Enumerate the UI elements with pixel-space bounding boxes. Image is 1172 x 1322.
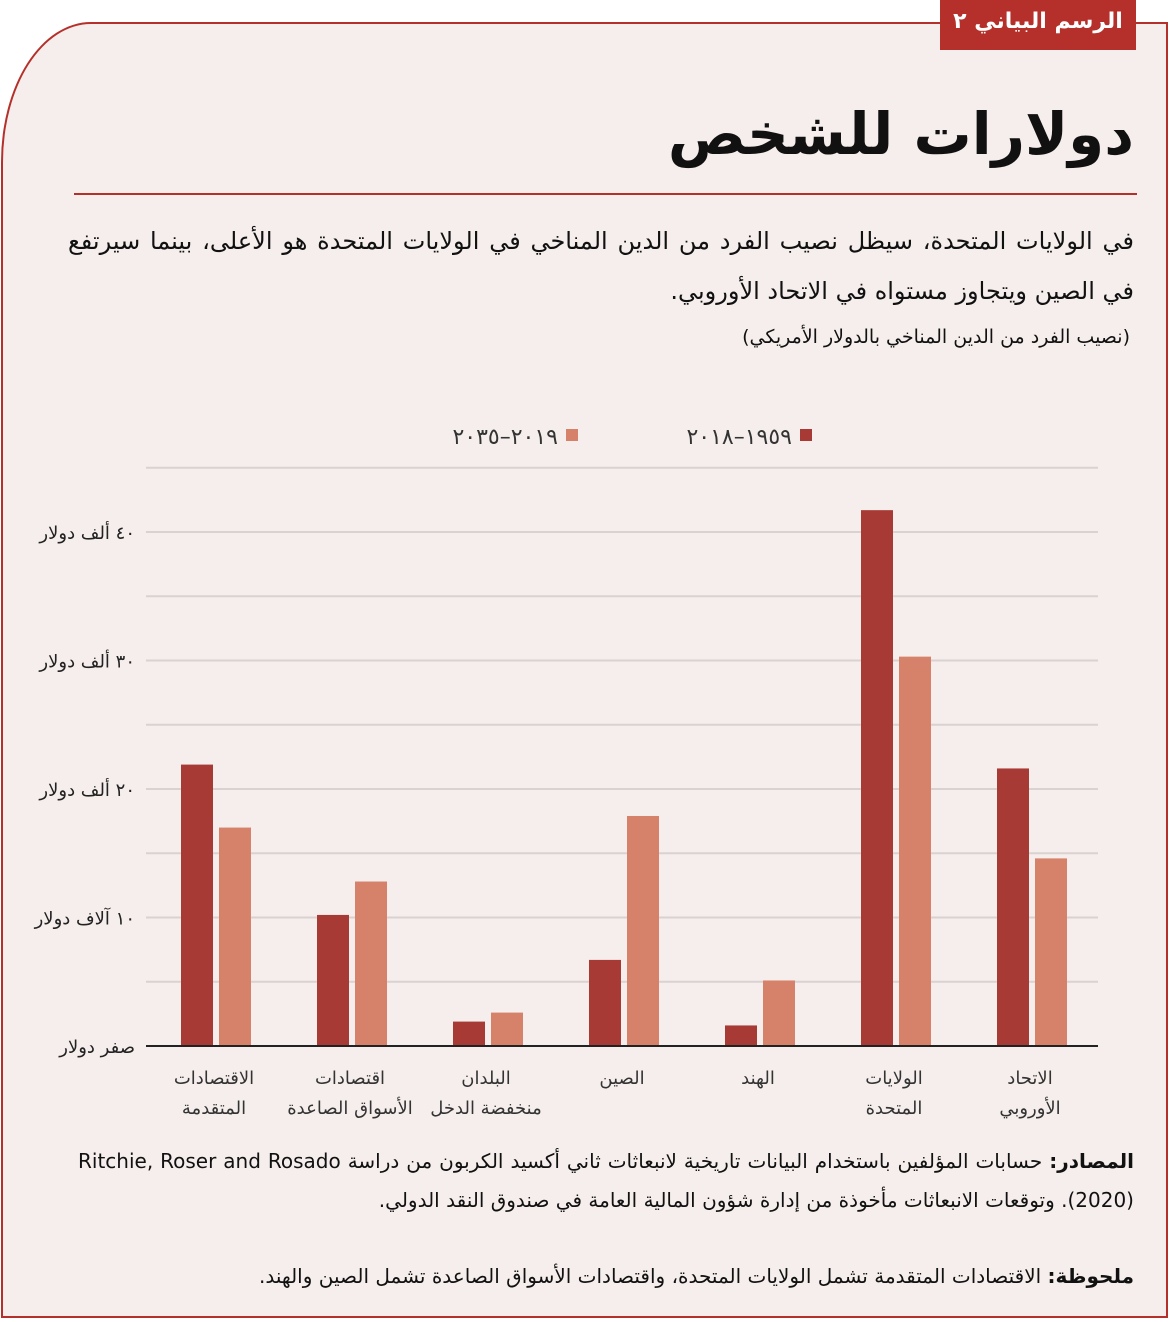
bar-1959-2018 xyxy=(589,960,621,1046)
y-tick-label: ٢٠ ألف دولار xyxy=(39,780,135,801)
y-tick-label: ٣٠ ألف دولار xyxy=(39,651,135,673)
note-label: ملحوظة: xyxy=(1047,1264,1134,1288)
y-tick-label: صفر دولار xyxy=(59,1037,135,1058)
sources-note xyxy=(78,1142,1134,1220)
bar-2019-2035 xyxy=(1035,858,1067,1046)
bar-1959-2018 xyxy=(181,765,213,1046)
bar-1959-2018 xyxy=(317,915,349,1046)
legend-swatch xyxy=(800,429,812,441)
unit-label: (نصيب الفرد من الدين المناخي بالدولار الأمريكي) xyxy=(742,326,1130,348)
bar-2019-2035 xyxy=(899,657,931,1046)
x-category-label: المتقدمة xyxy=(181,1098,247,1119)
x-category-label: البلدان xyxy=(461,1068,511,1089)
note-text: الاقتصادات المتقدمة تشمل الولايات المتحدة، واقتصادات الأسواق الصاعدة تشمل الصين والهند. xyxy=(258,1264,1042,1288)
y-tick-label: ١٠ آلاف دولار xyxy=(34,908,135,930)
bar-1959-2018 xyxy=(861,510,893,1046)
x-category-label: اقتصادات xyxy=(314,1068,386,1089)
chart-title: دولارات للشخص xyxy=(667,100,1134,168)
y-tick-label: ٤٠ ألف دولار xyxy=(39,523,135,544)
bar-2019-2035 xyxy=(355,882,387,1046)
x-category-label: الأوروبي xyxy=(999,1098,1061,1119)
legend-label: ٢٠١٩–٢٠٣٥ xyxy=(452,425,558,450)
bar-2019-2035 xyxy=(491,1013,523,1046)
footnote xyxy=(78,1264,1134,1288)
x-category-label: منخفضة الدخل xyxy=(430,1098,542,1119)
x-category-label: الاتحاد xyxy=(1007,1068,1053,1089)
x-category-label: الولايات xyxy=(865,1068,923,1089)
legend-swatch xyxy=(566,429,578,441)
legend-label: ١٩٥٩–٢٠١٨ xyxy=(686,425,792,450)
chart-subtitle: في الولايات المتحدة، سيظل نصيب الفرد من الدين المناخي في الولايات المتحدة هو الأعلى، بينما سيرتفع في الصين ويتجاوز مستواه في الاتحاد الأوروبي. xyxy=(68,227,1134,305)
chart-number-tag: الرسم البياني ٢ xyxy=(940,0,1136,50)
bar-1959-2018 xyxy=(997,768,1029,1046)
sources-text: حسابات المؤلفين باستخدام البيانات تاريخية لانبعاثات ثاني أكسيد الكربون من دراسة Ritchie, Roser and Rosado (2020). وتوقعات الانبعاثات مأخوذة من إدارة شؤون المالية العامة في صندوق النقد الدولي. xyxy=(78,1149,1134,1212)
x-category-label: الاقتصادات xyxy=(173,1068,255,1089)
sources-label: المصادر: xyxy=(1049,1149,1134,1173)
bar-1959-2018 xyxy=(725,1025,757,1046)
x-category-label: الهند xyxy=(741,1068,775,1089)
bar-1959-2018 xyxy=(453,1022,485,1046)
x-category-label: المتحدة xyxy=(865,1098,923,1119)
bar-2019-2035 xyxy=(627,816,659,1046)
bar-2019-2035 xyxy=(219,828,251,1046)
x-category-label: الأسواق الصاعدة xyxy=(287,1098,413,1119)
bar-2019-2035 xyxy=(763,980,795,1046)
x-category-label: الصين xyxy=(599,1068,645,1089)
